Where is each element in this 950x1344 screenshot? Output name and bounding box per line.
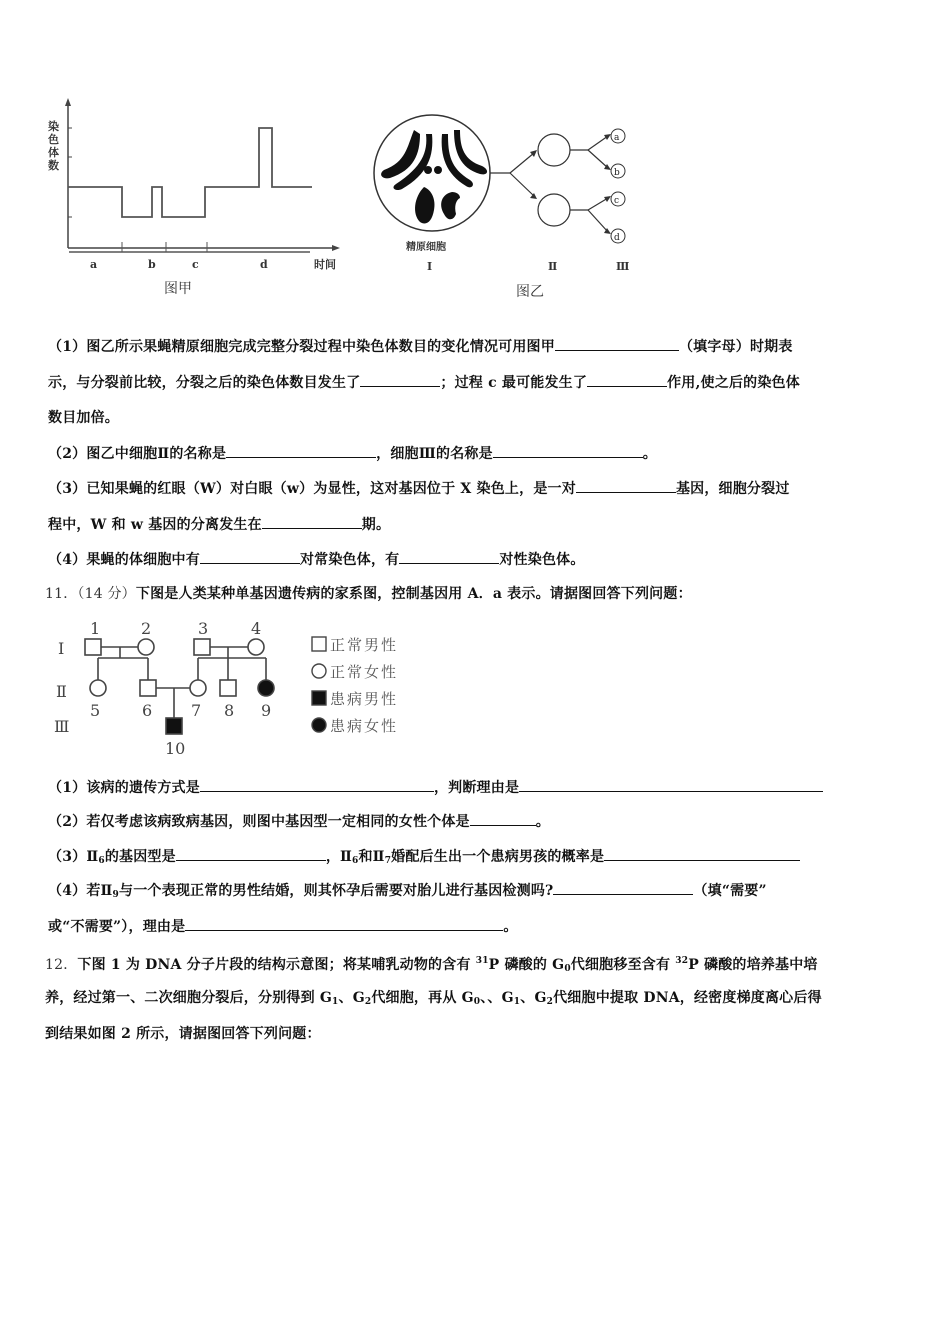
svg-text:Ⅰ: Ⅰ <box>427 260 433 273</box>
svg-text:Ⅲ: Ⅲ <box>616 260 630 273</box>
q10-part1-text-d: ；过程 c 最可能发生了 <box>440 375 588 391</box>
q11-stem <box>45 584 905 604</box>
svg-text:8: 8 <box>224 701 235 720</box>
svg-text:数: 数 <box>48 159 59 172</box>
q12-stem-line1 <box>45 951 905 979</box>
q11-number: 11．（14 分） <box>45 586 136 602</box>
q11-part4-text-c: （填“需要” <box>693 883 767 899</box>
q11-part3-text-e: 婚配后生出一个患病男孩的概率是 <box>391 849 605 865</box>
q10-part4-text-c: 对性染色体。 <box>499 552 585 568</box>
q11-part2-text-b: 。 <box>535 814 550 830</box>
q11-part2-blank-females[interactable] <box>470 811 536 826</box>
q10-part4 <box>48 549 908 570</box>
q10-part4-blank-autosome[interactable] <box>200 549 300 564</box>
q11-part4-line2 <box>48 916 908 937</box>
q11-part1-text: （1）该病的遗传方式是 <box>48 780 200 796</box>
svg-text:7: 7 <box>191 701 202 720</box>
legend-normal-male: 正常男性 <box>330 636 399 654</box>
svg-text:d: d <box>614 233 620 243</box>
svg-text:10: 10 <box>165 739 186 758</box>
q12-stem-line2 <box>45 988 905 1012</box>
svg-text:b: b <box>614 168 620 178</box>
svg-text:Ⅱ: Ⅱ <box>548 260 558 273</box>
q11-part3-blank-genotype[interactable] <box>176 846 326 861</box>
q10-part3-text-d: 期。 <box>361 517 391 533</box>
q12-text-d: P 磷酸的培养基中培 <box>688 957 818 973</box>
q12-text-k: 到结果如图 2 所示，请据图回答下列问题： <box>45 1026 321 1042</box>
q12-text-f: 、G <box>338 990 365 1006</box>
figure-jia-caption: 图甲 <box>164 281 192 297</box>
q10-part1-line2 <box>48 372 908 393</box>
q10-part1-line1 <box>48 336 908 357</box>
q10-part3-line2 <box>48 514 908 535</box>
q12-number: 12． <box>45 957 78 973</box>
svg-text:2: 2 <box>141 619 152 638</box>
q11-pedigree-chart <box>48 612 428 767</box>
q10-part2-blank-cell3[interactable] <box>493 443 643 458</box>
q10-part3-text-b: 基因，细胞分裂过 <box>675 481 790 497</box>
q10-part4-blank-sex-chromosome[interactable] <box>399 549 499 564</box>
q12-sub-5: 2 <box>546 997 554 1007</box>
q10-part4-text: （4）果蝇的体细胞中有 <box>48 552 200 568</box>
svg-text:6: 6 <box>142 701 153 720</box>
q10-part1-blank-change[interactable] <box>360 372 440 387</box>
q11-part3-text-d: 和Ⅱ <box>358 849 385 865</box>
q10-part3-text: （3）已知果蝇的红眼（W）对白眼（w）为显性，这对基因位于 X 染色上，是一对 <box>48 481 576 497</box>
q11-part3-blank-probability[interactable] <box>604 846 800 861</box>
q12-sub-3: 0 <box>473 997 481 1007</box>
svg-text:c: c <box>614 196 620 206</box>
q11-part3 <box>48 846 908 871</box>
q10-part1-text-c: 示，与分裂前比较，分裂之后的染色体数目发生了 <box>48 375 361 391</box>
q11-part2-text: （2）若仅考虑该病致病基因，则图中基因型一定相同的女性个体是 <box>48 814 470 830</box>
q12-sub-2: 2 <box>364 997 372 1007</box>
legend-affected-male: 患病男性 <box>330 690 399 708</box>
q11-part3-sub2: 6 <box>352 856 359 866</box>
figure-yi-caption: 图乙 <box>516 284 544 300</box>
svg-text:1: 1 <box>90 619 101 638</box>
q11-part4-blank-reason[interactable] <box>185 916 503 931</box>
q12-sup-32: 32 <box>675 956 689 966</box>
svg-text:c: c <box>192 258 199 271</box>
q10-part3-line1 <box>48 478 908 499</box>
q11-part1-blank-reason[interactable] <box>519 777 823 792</box>
q10-part1-text-f: 数目加倍。 <box>48 410 119 426</box>
q10-part2-blank-cell2[interactable] <box>226 443 376 458</box>
q10-part2-text-b: ，细胞Ⅲ的名称是 <box>376 446 493 462</box>
svg-text:体: 体 <box>48 146 59 159</box>
q10-part2-text: （2）图乙中细胞Ⅱ的名称是 <box>48 446 227 462</box>
svg-text:9: 9 <box>261 701 272 720</box>
q10-part4-text-b: 对常染色体，有 <box>299 552 400 568</box>
q12-text-c: 代细胞移至含有 <box>570 957 676 973</box>
q11-part1-blank-mode[interactable] <box>200 777 434 792</box>
q12-text-j: 代细胞中提取 DNA，经密度梯度离心后得 <box>553 990 822 1006</box>
q12-sub-1: 1 <box>332 997 339 1007</box>
figure-jia-chromosome-chart <box>40 92 350 307</box>
q11-part4-text-d: 或“不需要”），理由是 <box>48 919 186 935</box>
q10-part1-text-b: （填字母）时期表 <box>678 339 793 355</box>
q12-sub-4: 1 <box>513 997 521 1007</box>
q12-sub-0: 0 <box>564 964 571 974</box>
q10-part1-line3 <box>48 408 908 428</box>
figures-area <box>40 92 640 312</box>
q10-part3-text-c: 程中，W 和 w 基因的分离发生在 <box>48 517 262 533</box>
q11-part4-text-b: 与一个表现正常的男性结婚，则其怀孕后需要对胎儿进行基因检测吗? <box>119 883 554 899</box>
legend-normal-female: 正常女性 <box>330 663 399 681</box>
svg-text:5: 5 <box>90 701 101 720</box>
q11-part1-text-b: ，判断理由是 <box>433 780 520 796</box>
q12-text-e: 养，经过第一、二次细胞分裂后，分别得到 G <box>45 990 333 1006</box>
svg-text:a: a <box>614 133 620 143</box>
svg-text:3: 3 <box>198 619 209 638</box>
spermatogonium-label: 精原细胞 <box>406 242 446 253</box>
q11-part2 <box>48 811 908 832</box>
q10-part1-text-e: 作用,使之后的染色体 <box>667 375 800 391</box>
figure-yi-cell-division <box>362 92 642 307</box>
svg-text:Ⅲ: Ⅲ <box>54 717 70 736</box>
q11-part4-line1 <box>48 880 908 905</box>
q11-part4-text-e: 。 <box>503 919 518 935</box>
q11-part3-sub3: 7 <box>384 856 392 866</box>
q11-part4-text: （4）若Ⅱ <box>48 883 113 899</box>
q11-stem-text: 下图是人类某种单基因遗传病的家系图，控制基因用 A．a 表示。请据图回答下列问题： <box>135 586 692 602</box>
legend-affected-female: 患病女性 <box>330 717 399 735</box>
q11-part4-sub: 9 <box>112 890 120 900</box>
q10-part1-blank-period[interactable] <box>555 336 679 351</box>
q12-text-a: 下图 1 为 DNA 分子片段的结构示意图；将某哺乳动物的含有 <box>77 957 476 973</box>
svg-text:Ⅰ: Ⅰ <box>58 639 65 658</box>
q10-part1-text: （1）图乙所示果蝇精原细胞完成完整分裂过程中染色体数目的变化情况可用图甲 <box>48 339 555 355</box>
q11-part3-text-b: 的基因型是 <box>104 849 176 865</box>
q11-part4-blank-need[interactable] <box>553 880 693 895</box>
svg-text:Ⅱ: Ⅱ <box>56 682 67 701</box>
q10-part3-blank-phase[interactable] <box>262 514 362 529</box>
q10-part2-text-c: 。 <box>642 446 657 462</box>
svg-text:色: 色 <box>48 133 59 146</box>
q11-part3-sub: 6 <box>98 856 105 866</box>
q12-text-b: P 磷酸的 G <box>488 957 565 973</box>
q11-part3-text-c: ，Ⅱ <box>325 849 353 865</box>
q12-sup-31: 31 <box>475 956 489 966</box>
svg-text:d: d <box>260 258 268 271</box>
q10-part2 <box>48 443 908 464</box>
svg-text:a: a <box>90 258 98 271</box>
q12-stem-line3 <box>45 1024 905 1044</box>
x-axis-label: 时间 <box>314 258 336 271</box>
y-axis-label: 染 <box>48 120 59 133</box>
q11-part3-text: （3）Ⅱ <box>48 849 99 865</box>
q11-part1 <box>48 777 908 798</box>
q10-part1-blank-process[interactable] <box>587 372 667 387</box>
svg-text:b: b <box>148 258 156 271</box>
q12-text-i: 、G <box>520 990 547 1006</box>
q12-text-g: 代细胞，再从 G <box>371 990 474 1006</box>
q10-part3-blank-gene[interactable] <box>576 478 676 493</box>
q12-text-h: 、、G <box>480 990 514 1006</box>
svg-text:4: 4 <box>251 619 262 638</box>
